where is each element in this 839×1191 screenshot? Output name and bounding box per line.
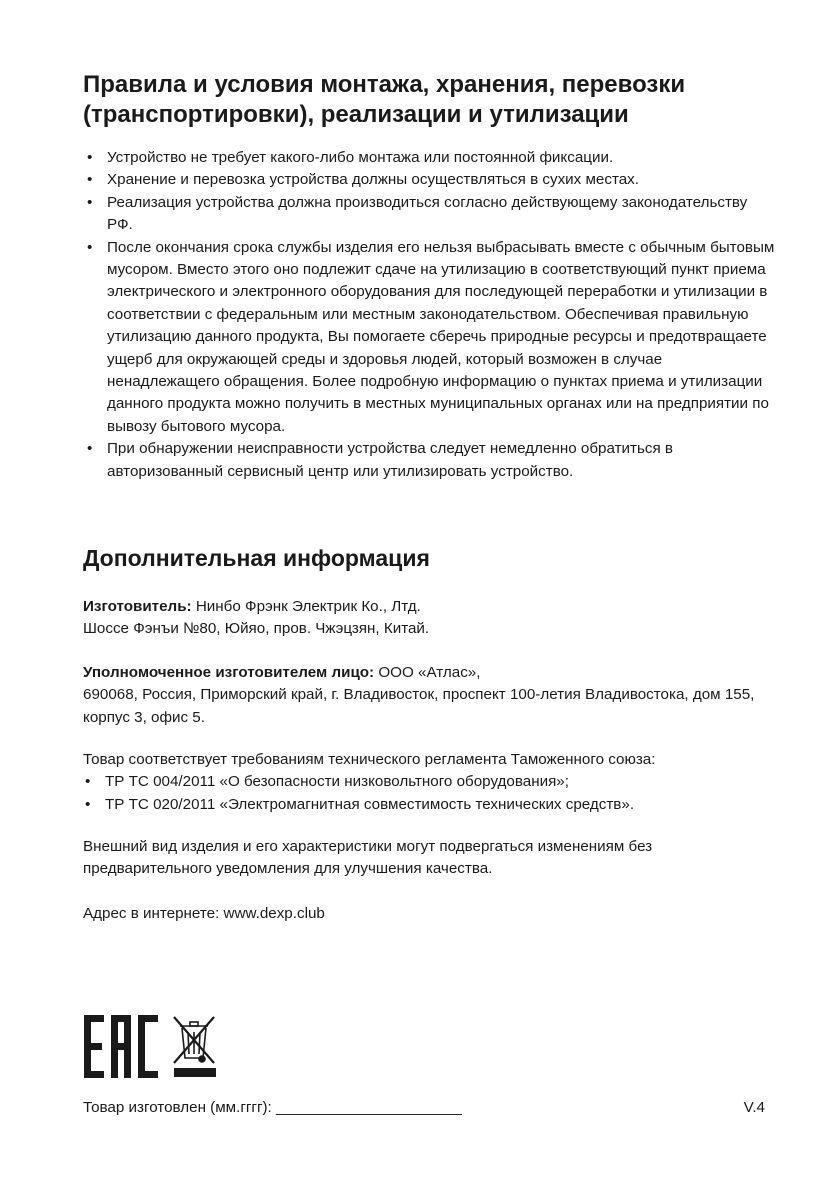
list-item: • ТР ТС 020/2011 «Электромагнитная совместимость технических средств». [83,794,783,816]
website-line: Адрес в интернете: www.dexp.club [83,905,325,922]
regulations-list [83,771,783,816]
compliance-intro: Товар соответствует требованиям технического регламента Таможенного союза: [83,751,656,768]
compliance-block [83,749,783,816]
list-item: • Реализация устройства должна производиться согласно действующему законодательству РФ. [85,192,775,237]
authorized-person-block [83,662,783,729]
appearance-note: Внешний вид изделия и его характеристики могут подвергаться изменениям без предварительного уведомления для улучшения качества. [83,838,653,878]
list-item: • ТР ТС 004/2011 «О безопасности низковольтного оборудования»; [83,771,783,793]
page-title: Правила и условия монтажа, хранения, перевозки (транспортировки), реализации и утилизации [83,71,686,128]
list-item: • При обнаружении неисправности устройства следует немедленно обратиться в авторизованный сервисный центр или утилизировать устройство. [85,438,775,483]
manufacture-date-line: Товар изготовлен (мм.гггг): ______________________ [83,1099,462,1116]
list-item: • После окончания срока службы изделия его нельзя выбрасывать вместе с обычным бытовым мусором. Вместо этого оно подлежит сдаче на утилизацию в соответствующий пункт приема электрического и электронного оборудования для последующей переработки и утилизации в соответствии с федеральным или местным законодательством. Обеспечивая правильную утилизацию данного продукта, Вы помогаете сберечь природные ресурсы и предотвращаете ущерб для окружающей среды и здоровья людей, который возможен в случае ненадлежащего обращения. Более подробную информацию о пунктах приема и утилизации данного продукта можно получить в местных муниципальных органах или на предприятии по вывозу бытового мусора. [85,237,775,439]
manufacturer-address: Шоссе Фэнъи №80, Юйяо, пров. Чжэцзян, Китай. [83,620,430,638]
additional-info-heading: Дополнительная информация [83,545,430,571]
rules-list [85,147,775,483]
authorized-name: ООО «Атлас», [378,664,481,681]
authorized-address: 690068, Россия, Приморский край, г. Владивосток, проспект 100-летия Владивостока, дом 155, корпус 3, офис 5. [83,686,755,726]
version-label: V.4 [743,1099,765,1116]
crossed-out-bin-icon [172,1014,218,1078]
manufacturer-name: Нинбо Фрэнк Электрик Ко., Лтд. [195,598,421,615]
manufacturer-block [83,596,783,641]
list-item: • Хранение и перевозка устройства должны осуществляться в сухих местах. [85,169,775,191]
eac-mark-icon [84,1015,158,1078]
manufacturer-label: Изготовитель: [83,598,192,615]
authorized-label: Уполномоченное изготовителем лицо: [83,664,375,681]
list-item: • Устройство не требует какого-либо монтажа или постоянной фиксации. [85,147,775,169]
